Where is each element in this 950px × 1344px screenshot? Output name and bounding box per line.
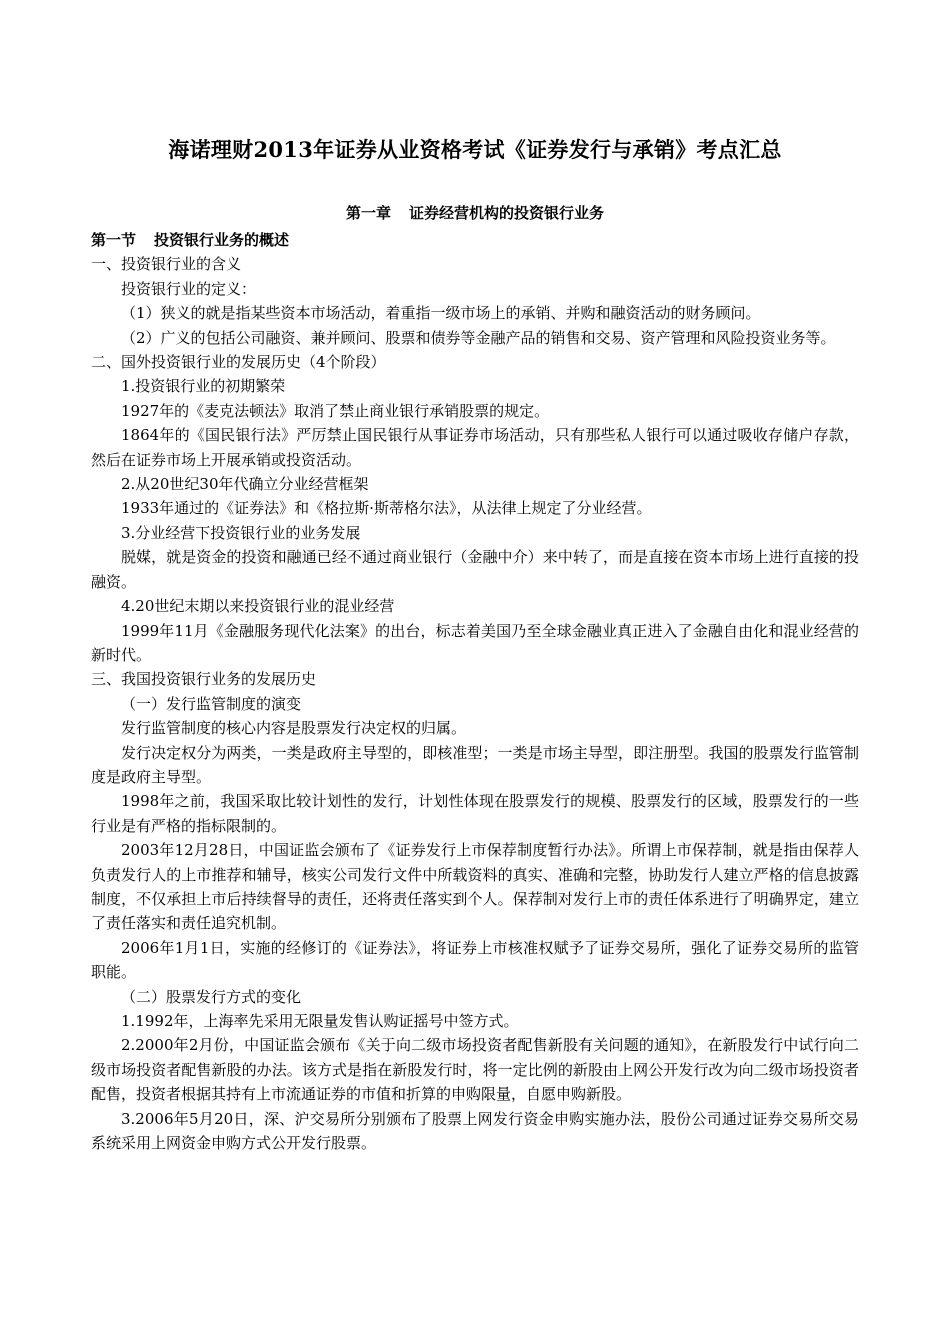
paragraph: 1927年的《麦克法顿法》取消了禁止商业银行承销股票的规定。 <box>121 401 550 420</box>
section-heading <box>91 228 859 252</box>
document-title: 海诺理财2013年证券从业资格考试《证券发行与承销》考点汇总 <box>168 137 782 162</box>
subheading: （一）发行监管制度的演变 <box>121 694 302 713</box>
paragraph: 1864年的《国民银行法》严厉禁止国民银行从事证券市场活动，只有那些私人银行可以通过吸收存储户存款，然后在证券市场上开展承销或投资活动。 <box>91 426 859 469</box>
paragraph: 3.2006年5月20日，深、沪交易所分别颁布了股票上网发行资金申购实施办法，股份公司通过证券交易所交易系统采用上网资金申购方式公开发行股票。 <box>91 1109 859 1153</box>
paragraph: 1999年11月《金融服务现代化法案》的出台，标志着美国乃至全球金融业真正进入了金融自由化和混业经营的新时代。 <box>91 621 859 664</box>
paragraph: （2）广义的包括公司融资、兼并顾问、股票和债券等金融产品的销售和交易、资产管理和风险投资业务等。 <box>121 328 836 347</box>
paragraph: 发行决定权分为两类，一类是政府主导型的，即核准型；一类是市场主导型，即注册型。我国的股票发行监管制度是政府主导型。 <box>91 743 859 786</box>
paragraph: （1）狭义的就是指某些资本市场活动，着重指一级市场上的承销、并购和融资活动的财务顾问。 <box>121 304 761 323</box>
subheading: （二）股票发行方式的变化 <box>121 987 302 1006</box>
heading-3: 三、我国投资银行业务的发展历史 <box>91 670 317 689</box>
paragraph: 1.1992年，上海率先采用无限量发售认购证摇号中签方式。 <box>121 1012 519 1030</box>
document-body <box>91 228 859 1155</box>
subheading: 3.分业经营下投资银行业的业务发展 <box>121 523 361 542</box>
section-title: 投资银行业务的概述 <box>154 231 290 249</box>
chapter-title: 证券经营机构的投资银行业务 <box>409 204 605 222</box>
heading-1: 一、投资银行业的含义 <box>91 255 242 274</box>
section-number: 第一节 <box>91 231 137 249</box>
paragraph: 2003年12月28日，中国证监会颁布了《证券发行上市保荐制度暂行办法》。所谓上市保荐制，就是指由保荐人负责发行人的上市推荐和辅导，核实公司发行文件中所载资料的真实、准确和完整，协助发行人建立严格的信息披露制度，不仅承担上市后持续督导的责任，还将责任落实到个人。保荐制对发行上市的责任体系进行了明确界定，建立了责任落实和责任追究机制。 <box>91 841 859 933</box>
paragraph: 投资银行业的定义： <box>121 279 257 298</box>
paragraph: 1998年之前，我国采取比较计划性的发行，计划性体现在股票发行的规模、股票发行的区域，股票发行的一些行业是有严格的指标限制的。 <box>91 792 859 835</box>
subheading: 1.投资银行业的初期繁荣 <box>121 377 286 396</box>
heading-2: 二、国外投资银行业的发展历史（4个阶段） <box>91 353 386 372</box>
subheading: 4.20世纪末期以来投资银行业的混业经营 <box>121 597 395 616</box>
chapter-heading <box>91 202 859 224</box>
paragraph: 1933年通过的《证券法》和《格拉斯·斯蒂格尔法》，从法律上规定了分业经营。 <box>121 499 652 518</box>
subheading: 2.从20世纪30年代确立分业经营框架 <box>121 475 369 494</box>
paragraph: 发行监管制度的核心内容是股票发行决定权的归属。 <box>121 719 467 738</box>
chapter-number: 第一章 <box>345 204 391 222</box>
paragraph: 2006年1月1日，实施的经修订的《证券法》，将证券上市核准权赋予了证券交易所，强化了证券交易所的监管职能。 <box>91 938 859 982</box>
paragraph: 脱媒，就是资金的投资和融通已经不通过商业银行（金融中介）来中转了，而是直接在资本市场上进行直接的投融资。 <box>91 548 859 591</box>
paragraph: 2.2000年2月份，中国证监会颁布《关于向二级市场投资者配售新股有关问题的通知》，在新股发行中试行向二级市场投资者配售新股的办法。该方式是指在新股发行时，将一定比例的新股由上网公开发行改为向二级市场投资者配售，投资者根据其持有上市流通证券的市值和折算的申购限量，自愿申购新股。 <box>91 1036 859 1104</box>
